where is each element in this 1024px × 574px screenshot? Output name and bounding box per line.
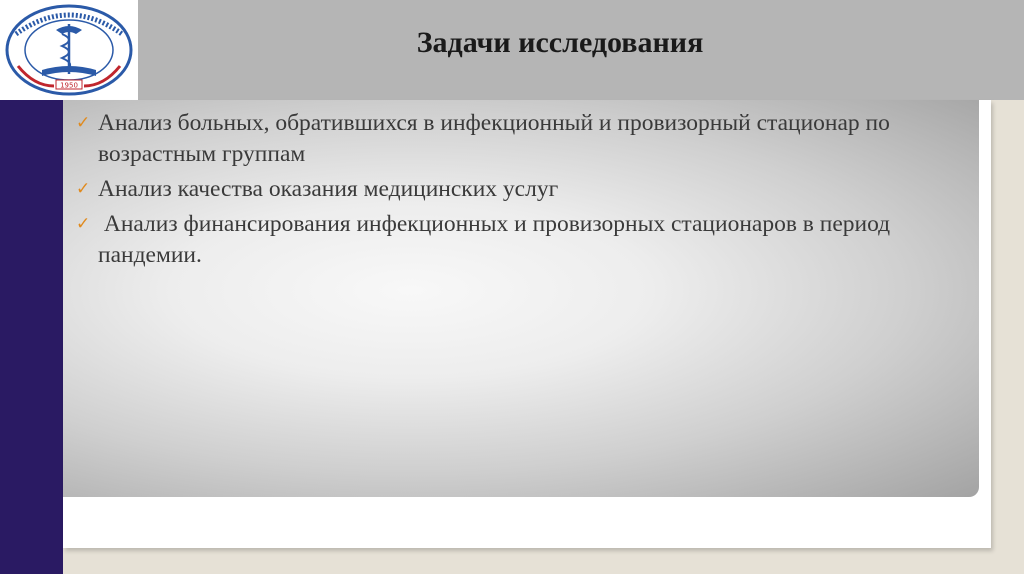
logo-year: 1950 bbox=[60, 81, 78, 90]
list-item bbox=[76, 108, 956, 170]
bullet-text: Анализ больных, обратившихся в инфекционный и провизорный стационар по возрастным группам bbox=[98, 110, 890, 167]
bullet-list bbox=[76, 108, 956, 275]
logo-container bbox=[0, 0, 138, 100]
university-seal-logo bbox=[4, 4, 134, 96]
right-background-strip bbox=[991, 100, 1024, 574]
list-item bbox=[76, 174, 956, 205]
check-icon: ✓ bbox=[76, 214, 91, 234]
check-icon: ✓ bbox=[76, 179, 91, 199]
bullet-text: Анализ финансирования инфекционных и провизорных стационаров в период пандемии. bbox=[98, 211, 897, 268]
check-icon: ✓ bbox=[76, 113, 91, 133]
slide-title: Задачи исследования bbox=[416, 26, 704, 59]
list-item bbox=[76, 209, 956, 271]
bullet-text: Анализ качества оказания медицинских услуг bbox=[98, 176, 559, 202]
